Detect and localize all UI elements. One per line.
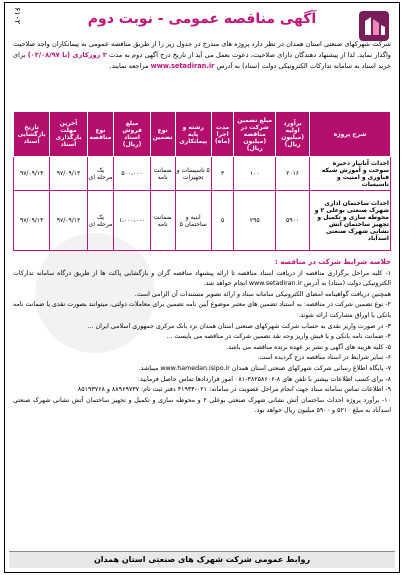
condition-item: ۴- ضمانت نامه بانکی و یا فیش واریز وجه نقد تضمین شرکت در مناقصه می بایست ... [166, 333, 391, 341]
table-cell: ۹۷/۰۹/۱۳ [50, 157, 87, 191]
col-header: مبلغ تضمین شرکت در مناقصه (میلیون ریال) [234, 112, 276, 157]
table-header-row [14, 112, 391, 157]
setad-link[interactable]: www.setadiran.ir [150, 62, 215, 70]
table-cell: ۵۹۰۰ [276, 191, 310, 251]
col-header: نوع تضمین [150, 112, 175, 157]
company-logo-icon [357, 9, 391, 43]
table-cell: احداث آبانبار ذخیره سوخت و آموزش شبکه فناوری و امنیت و تاسیسات [310, 157, 391, 191]
table-cell: ۹۷/۰۹/۱۳ [50, 191, 87, 251]
col-header: مبلغ فروش اسناد (ریال) [114, 112, 150, 157]
condition-item: ۹- اطلاعات تماس سامانه ستاد جهت انجام مراحل عضویت در سامانه: ۰۲۱-۴۱۹۳۴ دفتر ثبت نام: ۸۸۹۶۹۷۳۷ و ۸۵۱۹۳۷۶۸ [77, 386, 391, 394]
condition-item: همچنین دریافت گواهینامه امضای الکترونیکی سامانه ستاد و ارائه تصویر مستندات آن الزامی است. [134, 290, 391, 298]
condition-item: ۱۰- برآورد پروژه احداث ساختمان آتش نشانی شهرک صنعتی بوعلی ۲ و محوطه سازی و تکمیل و تجهیز ساختمان آتش نشانی شهرک صنعتی اسدآباد به مبلغ ۵۲۱۰ و ۵۹۰۰ میلیون ریال خواهد بود. [13, 396, 391, 415]
col-header: نوع مناقصه [87, 112, 114, 157]
intro-end: مراجعه نمایند. [109, 62, 149, 70]
table-cell: ۹۷/۰۹/۱۴ [14, 157, 50, 191]
table-cell: ۱،۰۰۰،۰۰۰ [114, 191, 150, 251]
table-cell: ۲۹۵ [234, 191, 276, 251]
table-cell: ۵۰۰،۰۰۰ [114, 157, 150, 191]
table-row [14, 191, 391, 251]
table-cell: احداث ساختمان اداری شهرک صنعتی بوعلی ۲ و محوطه سازی و تکمیل و تجهیز ساختمان آتش نشانی شهرک صنعتی اسدآباد [310, 191, 391, 251]
table-cell: ابنیه و ساختمان ۵ [175, 191, 211, 251]
table-row [14, 157, 391, 191]
condition-item: ۸- برای کسب اطلاعات بیشتر با تلفن های ۸-۳۸۲۵۸۶۰۶-۰۸۱ امور قراردادها تماس حاصل فرمایید. [138, 375, 391, 383]
table-cell: ۳ [211, 157, 233, 191]
col-header: برآورد اولیه (میلیون ریال) [276, 112, 310, 157]
conditions-section [13, 257, 391, 417]
table-cell: ۵ تاسیسات و تجهیزات [175, 157, 211, 191]
table-cell: ۱۰۰ [234, 157, 276, 191]
col-header: تاریخ بازگشایی اسناد [14, 112, 50, 157]
col-header: آخرین مهلت بارگذاری اسناد [50, 112, 87, 157]
table-cell: ضمانت نامه [150, 157, 175, 191]
table-cell: یک مرحله ای [87, 191, 114, 251]
intro-text-2: برای خرید اسناد به سامانه تدارکات الکترونیکی دولت (ستاد) به آدرس [13, 51, 391, 70]
intro-paragraph [13, 39, 391, 72]
condition-item: ۶- سایر شرایط در اسناد مناقصه درج گردیده است. [257, 354, 391, 362]
col-header: شرح پروژه [310, 112, 391, 157]
ad-page [4, 2, 400, 573]
table-cell: ۹۷/۰۹/۱۴ [14, 191, 50, 251]
condition-item: ۵- کلیه هزینه های آگهی و نشر بر عهده برنده مناقصه می باشد. [226, 343, 391, 351]
condition-item: ۷- پایگاه اطلاع رسانی شرکت شهرکهای صنعتی استان همدان www.hamedan.isipo.ir میباشد. [138, 364, 391, 372]
page-title: آگهی مناقصه عمومی - نوبت دوم [87, 11, 317, 27]
table-cell: ۲۰۱۶ [276, 157, 310, 191]
table-cell: ضمانت نامه [150, 191, 175, 251]
table-cell: ۵ [211, 191, 233, 251]
conditions-title: خلاصه شرایط شرکت در مناقصه : [274, 258, 391, 266]
condition-item: ۲- نوع تضمین شرکت در مناقصه: به استناد تضمین های معتبر موضوع آیین نامه تضمین برای معاملات دولتی، میتوانند بصورت نقدی یا ضمانت نامه بانکی یا اوراق مشارکت ارائه شوند. [13, 301, 391, 319]
footer-banner: روابط عمومی شرکت شهرک های صنعتی استان همدان [9, 551, 395, 568]
condition-item: ۳- در صورت واریز نقدی به حساب شرکت شهرکهای صنعتی استان همدان نزد بانک مرکزی جمهوری اسلامی ایران ... [87, 322, 391, 330]
deadline-highlight: ۳ روزکاری (تا ۰۳/۰۸/۹۷) [27, 51, 107, 59]
table-cell: یک مرحله ای [87, 157, 114, 191]
page-number: ۶۱۰۲ [13, 7, 22, 25]
condition-item: ۱- کلیه مراحل برگزاری مناقصه از دریافت اسناد مناقصه تا ارائه پیشنهاد مناقصه گران و بازگشایی پاکت ها از طریق درگاه سامانه تدارکات الکترونیکی دولت (ستاد) به آدرس www.setadiran.ir انجام خواهد شد. [13, 269, 391, 288]
projects-table [13, 111, 391, 251]
col-header: رشته و پایه پیمانکاری [175, 112, 211, 157]
intro-text: شرکت شهرکهای صنعتی استان همدان در نظر دارد پروژه های مندرج در جدول زیر را از طریق مناقصه عمومی به پیمانکاران واجد صلاحیت واگذار نماید. لذا از پیشنهاد دهندگان دارای صلاحیت، دعوت بعمل می آید از تاریخ درج آگهی دوم به مدت [13, 40, 391, 59]
col-header: مدت اجرا (ماه) [211, 112, 233, 157]
